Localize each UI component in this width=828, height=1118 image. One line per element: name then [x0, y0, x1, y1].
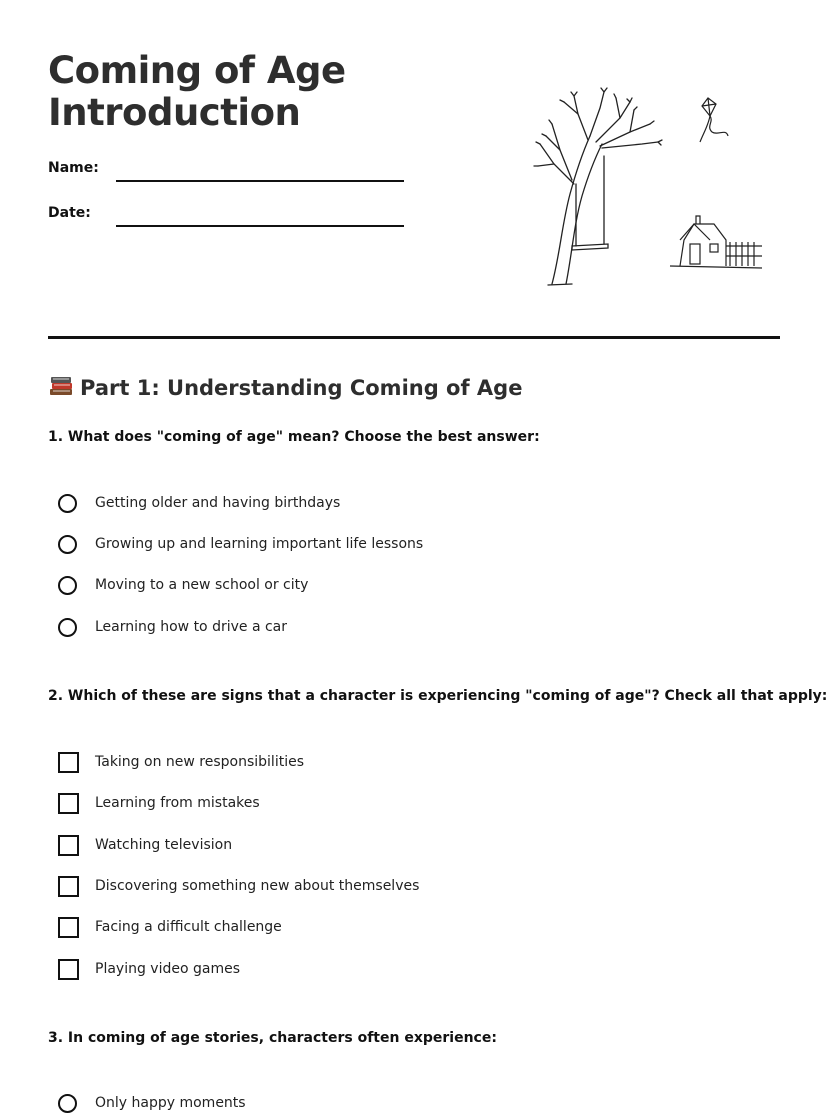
checkbox[interactable]	[58, 752, 79, 773]
option-label: Only happy moments	[95, 1095, 246, 1111]
option-label: Playing video games	[95, 961, 240, 977]
q2-option-2[interactable]	[58, 791, 260, 815]
radio-button[interactable]	[58, 618, 77, 637]
option-label: Getting older and having birthdays	[95, 495, 341, 511]
checkbox[interactable]	[58, 876, 79, 897]
q2-option-1[interactable]	[58, 750, 305, 774]
option-label: Moving to a new school or city	[95, 577, 309, 593]
house-icon	[670, 216, 762, 268]
section-title-text: Part 1: Understanding Coming of Age	[80, 376, 523, 400]
worksheet-title	[48, 50, 346, 134]
checkbox[interactable]	[58, 917, 79, 938]
tree-with-swing-icon	[534, 88, 662, 285]
checkbox[interactable]	[58, 793, 79, 814]
question-2-text: 2. Which of these are signs that a character is experiencing "coming of age"? Check all that apply:	[48, 688, 828, 704]
title-line-1: Coming of Age	[48, 49, 346, 92]
radio-button[interactable]	[58, 535, 77, 554]
section-title	[48, 373, 522, 403]
question-3-text: 3. In coming of age stories, characters often experience:	[48, 1030, 497, 1046]
q2-option-5[interactable]	[58, 915, 282, 939]
option-label: Learning how to drive a car	[95, 619, 288, 635]
option-label: Facing a difficult challenge	[95, 919, 282, 935]
option-label: Learning from mistakes	[95, 795, 260, 811]
option-label: Taking on new responsibilities	[95, 754, 305, 770]
q1-option-2[interactable]	[58, 532, 424, 556]
q1-option-4[interactable]	[58, 615, 288, 639]
q2-option-6[interactable]	[58, 957, 240, 981]
date-field[interactable]	[116, 225, 404, 227]
title-line-2: Introduction	[48, 91, 301, 134]
option-label: Growing up and learning important life lessons	[95, 536, 424, 552]
option-label: Watching television	[95, 837, 233, 853]
option-label: Discovering something new about themselves	[95, 878, 420, 894]
radio-button[interactable]	[58, 494, 77, 513]
name-field[interactable]	[116, 180, 404, 182]
q1-option-1[interactable]	[58, 491, 341, 515]
radio-button[interactable]	[58, 1094, 77, 1113]
question-1-text: 1. What does "coming of age" mean? Choose the best answer:	[48, 429, 540, 445]
books-icon	[48, 374, 74, 398]
q3-option-1[interactable]	[58, 1091, 246, 1115]
q1-option-3[interactable]	[58, 573, 309, 597]
date-label: Date:	[48, 205, 91, 221]
header-illustration	[530, 84, 770, 294]
checkbox[interactable]	[58, 835, 79, 856]
q2-option-4[interactable]	[58, 874, 420, 898]
kite-icon	[700, 98, 728, 142]
radio-button[interactable]	[58, 576, 77, 595]
q2-option-3[interactable]	[58, 833, 233, 857]
name-label: Name:	[48, 160, 99, 176]
header-divider	[48, 336, 780, 339]
checkbox[interactable]	[58, 959, 79, 980]
